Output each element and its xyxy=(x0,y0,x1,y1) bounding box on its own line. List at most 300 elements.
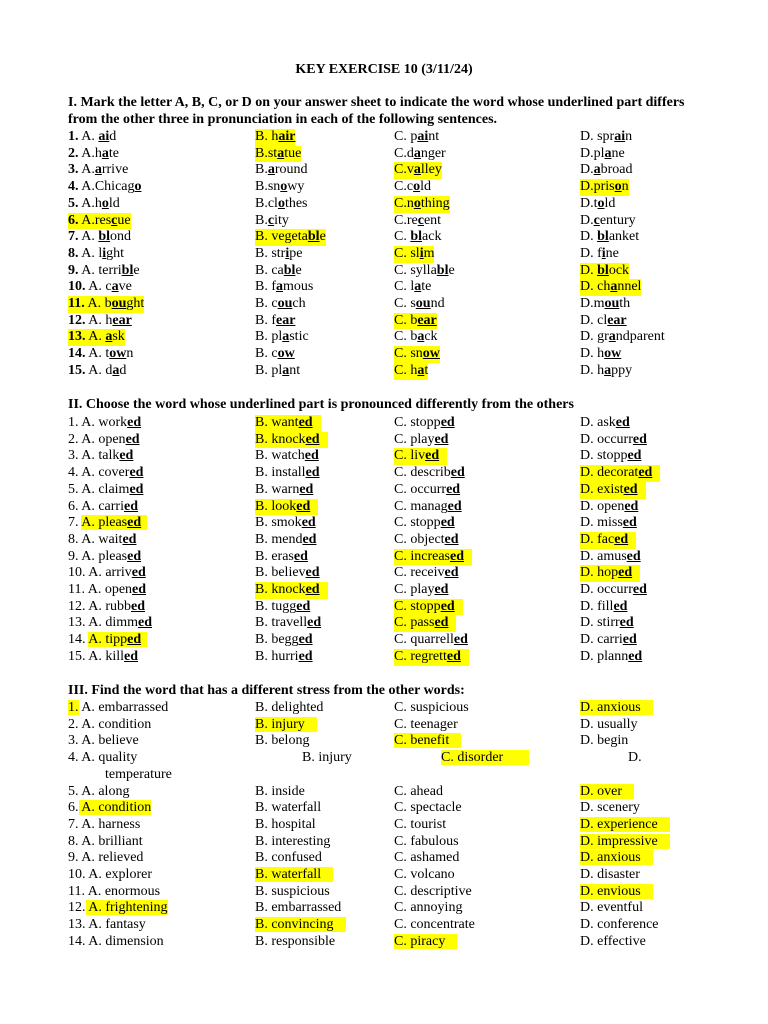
option-d xyxy=(580,582,647,599)
underlined-part: ed xyxy=(129,465,144,481)
question-row-8 xyxy=(0,246,768,263)
underlined-part: ed xyxy=(131,598,145,614)
underlined-part: ed xyxy=(638,465,653,481)
option-a xyxy=(68,784,129,801)
option-c xyxy=(394,482,460,499)
option-text: D. xyxy=(580,229,598,245)
question-row-1 xyxy=(0,415,768,432)
option-text: A. l xyxy=(81,245,103,261)
option-text: C. describ xyxy=(394,465,451,481)
question-row-13 xyxy=(0,615,768,632)
option-b xyxy=(255,784,305,801)
option-text: C. h xyxy=(394,362,418,378)
option-d-answer xyxy=(580,465,660,482)
question-row-1 xyxy=(0,700,768,717)
option-b xyxy=(255,296,306,313)
option-text: C. teenager xyxy=(394,716,458,732)
question-number: 4. xyxy=(68,179,79,195)
option-d xyxy=(580,800,640,817)
question-row-5 xyxy=(0,196,768,213)
question-row-9 xyxy=(0,850,768,867)
question-row-4 xyxy=(0,179,768,196)
option-text: C. suspicious xyxy=(394,700,469,715)
option-d xyxy=(580,448,641,465)
question-row-15 xyxy=(0,649,768,666)
question-row-2 xyxy=(0,146,768,163)
option-text: B. inside xyxy=(255,783,305,799)
option-text: D. h xyxy=(580,346,605,362)
option-a-answer xyxy=(68,296,144,313)
option-text: C. sl xyxy=(394,245,420,261)
option-text: C. fabulous xyxy=(394,833,459,849)
underlined-part: ed xyxy=(434,582,449,597)
option-text: ock xyxy=(608,262,630,278)
option-text: C. annoying xyxy=(394,900,463,916)
option-text: C. s xyxy=(394,296,416,311)
option-d xyxy=(580,313,627,330)
option-d xyxy=(580,129,632,146)
option-text: D. over xyxy=(580,784,634,799)
underlined-part: ed xyxy=(296,598,311,614)
option-a xyxy=(68,700,168,717)
option-c xyxy=(394,867,455,884)
section-2-heading: II. Choose the word whose underlined part is pronounced differently from the others xyxy=(68,397,574,412)
option-a xyxy=(68,582,146,599)
option-text: D. effective xyxy=(580,933,646,949)
question-number: 5. xyxy=(68,783,79,799)
option-text: D. decorat xyxy=(580,465,639,481)
option-c xyxy=(394,213,441,230)
option-c-answer xyxy=(394,162,442,179)
underlined-part: i xyxy=(419,245,424,261)
option-d xyxy=(580,834,670,851)
option-b xyxy=(255,263,302,280)
option-d xyxy=(580,329,665,346)
option-b xyxy=(255,329,309,346)
option-text: B. ca xyxy=(255,262,284,278)
option-text: B. look xyxy=(255,498,297,514)
underlined-part: a xyxy=(593,162,601,178)
underlined-part: ear xyxy=(607,312,627,328)
option-b xyxy=(255,213,289,230)
option-c xyxy=(394,329,438,346)
option-text: nt xyxy=(289,362,301,378)
option-a-answer xyxy=(68,213,131,230)
option-text: A. relieved xyxy=(78,850,144,866)
option-text: 8. A. wait xyxy=(68,531,123,547)
option-text: D.pris xyxy=(580,179,615,195)
underlined-part: a xyxy=(277,145,285,161)
option-text: C. piracy xyxy=(394,934,457,949)
option-text: 11. A. open xyxy=(68,582,133,597)
option-text: A. b xyxy=(87,296,112,311)
underlined-part: ed xyxy=(305,465,320,481)
option-text: D. xyxy=(580,262,598,278)
option-c xyxy=(394,432,448,449)
option-d xyxy=(580,632,637,649)
question-row-13 xyxy=(0,329,768,346)
option-a-answer xyxy=(68,632,147,649)
question-number: 10. xyxy=(68,279,86,295)
option-text: A. brilliant xyxy=(78,833,143,849)
option-text: d xyxy=(109,129,117,144)
option-text: D. scenery xyxy=(580,800,640,816)
underlined-part: c xyxy=(417,212,424,228)
option-text: C.v xyxy=(394,162,414,178)
underlined-part: a xyxy=(282,329,290,345)
option-text: th xyxy=(619,296,631,311)
option-text: A. quality xyxy=(78,750,138,766)
option-text: 1. A. work xyxy=(68,415,128,430)
underlined-part: ed xyxy=(298,648,313,664)
underlined-part: ai xyxy=(98,129,110,144)
option-a xyxy=(68,867,152,884)
option-c xyxy=(394,296,445,313)
underlined-part: o xyxy=(413,195,421,211)
question-row-14 xyxy=(0,934,768,951)
option-c xyxy=(394,632,468,649)
underlined-part: ed xyxy=(125,431,140,447)
underlined-part: ed xyxy=(618,565,633,581)
option-text: C. play xyxy=(394,582,435,597)
underlined-part: ed xyxy=(434,615,449,631)
option-text: B. knock xyxy=(255,582,306,597)
page-title: KEY EXERCISE 10 (3/11/24) xyxy=(295,62,473,77)
underlined-part: a xyxy=(413,145,421,161)
option-text: D. miss xyxy=(580,515,623,531)
option-text: A. harness xyxy=(78,816,141,832)
option-text: B. smok xyxy=(255,515,302,531)
option-text: D. stirr xyxy=(580,615,620,631)
option-d xyxy=(580,549,641,566)
option-a xyxy=(68,532,136,549)
question-number: 1. xyxy=(68,700,79,715)
option-c xyxy=(441,750,529,767)
option-a xyxy=(68,599,145,616)
question-number: 6. xyxy=(68,800,79,816)
question-number: 12. xyxy=(68,312,86,328)
option-text: A. xyxy=(81,229,99,245)
question-number: 2. xyxy=(68,716,79,732)
option-b xyxy=(255,632,313,649)
question-row-2 xyxy=(0,432,768,449)
option-a xyxy=(68,196,120,213)
underlined-part: ed xyxy=(124,648,139,664)
option-b-answer xyxy=(255,146,301,163)
option-d xyxy=(580,917,659,934)
underlined-part: ear xyxy=(417,312,437,328)
option-text: B. c xyxy=(255,296,278,311)
option-text: B. f xyxy=(255,279,276,295)
question-number: 13. xyxy=(68,329,86,345)
option-text: C. b xyxy=(394,329,418,345)
option-text: A. frightening xyxy=(85,900,168,916)
option-text: D.m xyxy=(580,296,605,311)
option-a xyxy=(68,649,138,666)
question-row-3 xyxy=(0,733,768,750)
underlined-part: bl xyxy=(410,229,423,245)
option-text: C. ashamed xyxy=(394,850,460,866)
underlined-part: ed xyxy=(298,415,313,430)
option-text: A.h xyxy=(81,145,102,161)
question-number: 9. xyxy=(68,262,79,278)
option-text: C. spectacle xyxy=(394,800,462,816)
option-a xyxy=(68,750,137,767)
underlined-part: a xyxy=(267,162,275,178)
question-row-2 xyxy=(0,717,768,734)
option-text: C. object xyxy=(394,531,445,547)
option-text: A. h xyxy=(88,312,113,328)
underlined-part: a xyxy=(604,362,612,378)
underlined-part: a xyxy=(276,279,283,295)
option-text: D. hop xyxy=(580,565,619,581)
question-number: 14. xyxy=(68,632,89,648)
underlined-part: a xyxy=(105,329,113,345)
option-text: D. anxious xyxy=(580,700,653,715)
option-d xyxy=(580,934,646,951)
option-text: D. plann xyxy=(580,648,629,664)
option-d xyxy=(580,599,627,616)
option-text: A. pleas xyxy=(81,515,128,531)
option-text: mous xyxy=(283,279,314,295)
option-d-answer xyxy=(580,565,640,582)
question-number: 2. xyxy=(68,145,79,161)
option-a xyxy=(68,800,151,817)
option-text: D. gr xyxy=(580,329,609,345)
option-b xyxy=(255,599,310,616)
underlined-part: ed xyxy=(446,648,461,664)
option-b xyxy=(255,850,322,867)
option-c xyxy=(394,917,475,934)
option-text: stic xyxy=(289,329,309,345)
underlined-part: ed xyxy=(425,448,440,464)
option-text: te xyxy=(421,279,432,295)
option-d xyxy=(628,750,642,767)
question-row-8 xyxy=(0,532,768,549)
option-text: B. confused xyxy=(255,850,322,866)
question-number: 7. xyxy=(68,229,79,245)
option-text: D. begin xyxy=(580,733,629,749)
underlined-part: ed xyxy=(626,548,641,564)
option-a xyxy=(68,179,142,196)
option-text: B. f xyxy=(255,312,276,328)
option-c-answer xyxy=(394,313,437,330)
option-text: ld xyxy=(604,195,616,211)
underlined-part: o xyxy=(413,179,421,195)
question-number: 4. xyxy=(68,750,79,766)
question-row-9 xyxy=(0,263,768,280)
option-b xyxy=(255,515,316,532)
option-a xyxy=(68,363,126,380)
option-c xyxy=(394,279,431,296)
option-text: D. spr xyxy=(580,129,615,144)
option-text: C. increas xyxy=(394,548,450,564)
underlined-part: a xyxy=(94,162,102,178)
underlined-part: bl xyxy=(597,229,609,245)
option-text: ack xyxy=(422,229,442,245)
underlined-part: o xyxy=(101,195,109,211)
option-c xyxy=(394,565,459,582)
option-c xyxy=(394,884,472,901)
underlined-part: ed xyxy=(623,481,638,497)
question-number: 3. xyxy=(68,733,79,749)
question-row-10 xyxy=(0,867,768,884)
option-text: rrive xyxy=(101,162,129,178)
option-text: C. stopp xyxy=(394,415,441,430)
option-text: D. cl xyxy=(580,312,608,328)
option-c xyxy=(394,834,459,851)
question-row-5 xyxy=(0,482,768,499)
underlined-part: ai xyxy=(417,129,429,144)
option-b xyxy=(255,179,304,196)
question-row-8 xyxy=(0,834,768,851)
option-text: D. impressive xyxy=(580,834,670,849)
underlined-part: a xyxy=(111,279,119,295)
question-row-6 xyxy=(0,499,768,516)
option-a xyxy=(68,263,140,280)
option-a xyxy=(68,246,124,263)
option-c-answer xyxy=(394,599,463,616)
option-text: broad xyxy=(600,162,633,178)
underlined-part: i xyxy=(285,245,290,261)
option-b xyxy=(255,363,300,380)
question-row-13 xyxy=(0,917,768,934)
option-d xyxy=(580,784,634,801)
option-b-answer xyxy=(255,415,321,432)
underlined-part: ed xyxy=(123,498,138,514)
option-text: tue xyxy=(284,145,302,161)
underlined-part: ed xyxy=(298,632,313,648)
option-text: B. mend xyxy=(255,531,303,547)
option-text: C. stopp xyxy=(394,598,441,614)
option-a xyxy=(68,448,133,465)
underlined-part: ou xyxy=(277,296,293,311)
underlined-part: ed xyxy=(446,481,461,497)
option-text: 3. A. talk xyxy=(68,448,120,464)
option-text: D. exist xyxy=(580,481,624,497)
option-text: round xyxy=(274,162,308,178)
option-d xyxy=(580,432,647,449)
option-b xyxy=(255,448,319,465)
underlined-part: ed xyxy=(305,431,320,447)
option-b xyxy=(255,817,316,834)
option-b xyxy=(255,565,320,582)
question-row-6 xyxy=(0,800,768,817)
option-a xyxy=(68,900,168,917)
underlined-part: c xyxy=(593,212,600,228)
option-d xyxy=(580,867,640,884)
option-b-answer xyxy=(255,229,326,246)
underlined-part: ear xyxy=(276,312,296,328)
option-text: D. conference xyxy=(580,917,659,933)
option-text: anket xyxy=(608,229,640,245)
option-c xyxy=(394,532,459,549)
option-a xyxy=(68,817,140,834)
question-number: 13. xyxy=(68,917,86,933)
option-text: 12. A. rubb xyxy=(68,598,131,614)
option-text: B. pl xyxy=(255,329,283,345)
question-row-3 xyxy=(0,448,768,465)
option-text: e xyxy=(448,262,455,278)
option-d xyxy=(580,229,639,246)
option-text: B. hospital xyxy=(255,816,316,832)
question-row-6 xyxy=(0,213,768,230)
option-c xyxy=(394,179,431,196)
option-c xyxy=(394,850,459,867)
option-a xyxy=(68,717,151,734)
option-text: te xyxy=(108,145,119,161)
option-text: B. str xyxy=(255,245,286,261)
option-text: A. xyxy=(81,162,95,178)
option-text: D. usually xyxy=(580,716,638,732)
question-number: 11. xyxy=(68,296,85,311)
underlined-part: ed xyxy=(613,598,628,614)
option-text: C. liv xyxy=(394,448,426,464)
option-c xyxy=(394,817,446,834)
option-text: ch xyxy=(292,296,306,311)
option-text: B.sn xyxy=(255,179,281,195)
option-text: A. dimension xyxy=(85,933,164,949)
option-d xyxy=(580,363,632,380)
option-text: C. descriptive xyxy=(394,883,472,899)
option-a xyxy=(68,482,143,499)
option-d xyxy=(580,296,630,313)
option-text: D. envious xyxy=(580,884,653,899)
option-text: C. sn xyxy=(394,346,423,362)
underlined-part: ed xyxy=(127,515,142,531)
underlined-part: a xyxy=(604,145,612,161)
option-text: C. play xyxy=(394,431,435,447)
option-c xyxy=(394,700,469,717)
option-b-answer xyxy=(255,129,295,146)
option-a xyxy=(68,279,132,296)
underlined-part: c xyxy=(267,212,275,228)
option-text: B. vegeta xyxy=(255,229,308,245)
option-text: A.h xyxy=(81,195,102,211)
option-b xyxy=(255,196,308,213)
option-text: C. receiv xyxy=(394,565,445,581)
option-a xyxy=(68,917,146,934)
option-text: D. anxious xyxy=(580,850,653,865)
option-text: B. responsible xyxy=(255,933,336,949)
question-row-4 xyxy=(0,750,768,767)
option-text: ne xyxy=(605,245,619,261)
option-b xyxy=(255,162,308,179)
underlined-part: air xyxy=(278,129,296,144)
option-text: B. believ xyxy=(255,565,306,581)
option-text: nger xyxy=(420,145,446,161)
option-a xyxy=(68,565,146,582)
underlined-part: ow xyxy=(604,346,622,362)
option-a xyxy=(68,549,141,566)
option-text: entury xyxy=(599,212,636,228)
option-d xyxy=(580,700,653,717)
option-c-answer xyxy=(394,346,440,363)
option-text: D. ch xyxy=(580,279,611,295)
option-c xyxy=(394,784,443,801)
option-a xyxy=(68,465,143,482)
option-text: A. c xyxy=(88,279,112,295)
option-c-answer xyxy=(394,649,469,666)
underlined-part: bl xyxy=(597,262,609,278)
option-d-answer xyxy=(580,179,629,196)
option-text: B. interesting xyxy=(255,833,331,849)
option-text: thing xyxy=(420,195,450,211)
option-a xyxy=(68,146,119,163)
option-d xyxy=(580,884,653,901)
option-text: C. pass xyxy=(394,615,435,631)
underlined-part: ed xyxy=(127,632,142,648)
